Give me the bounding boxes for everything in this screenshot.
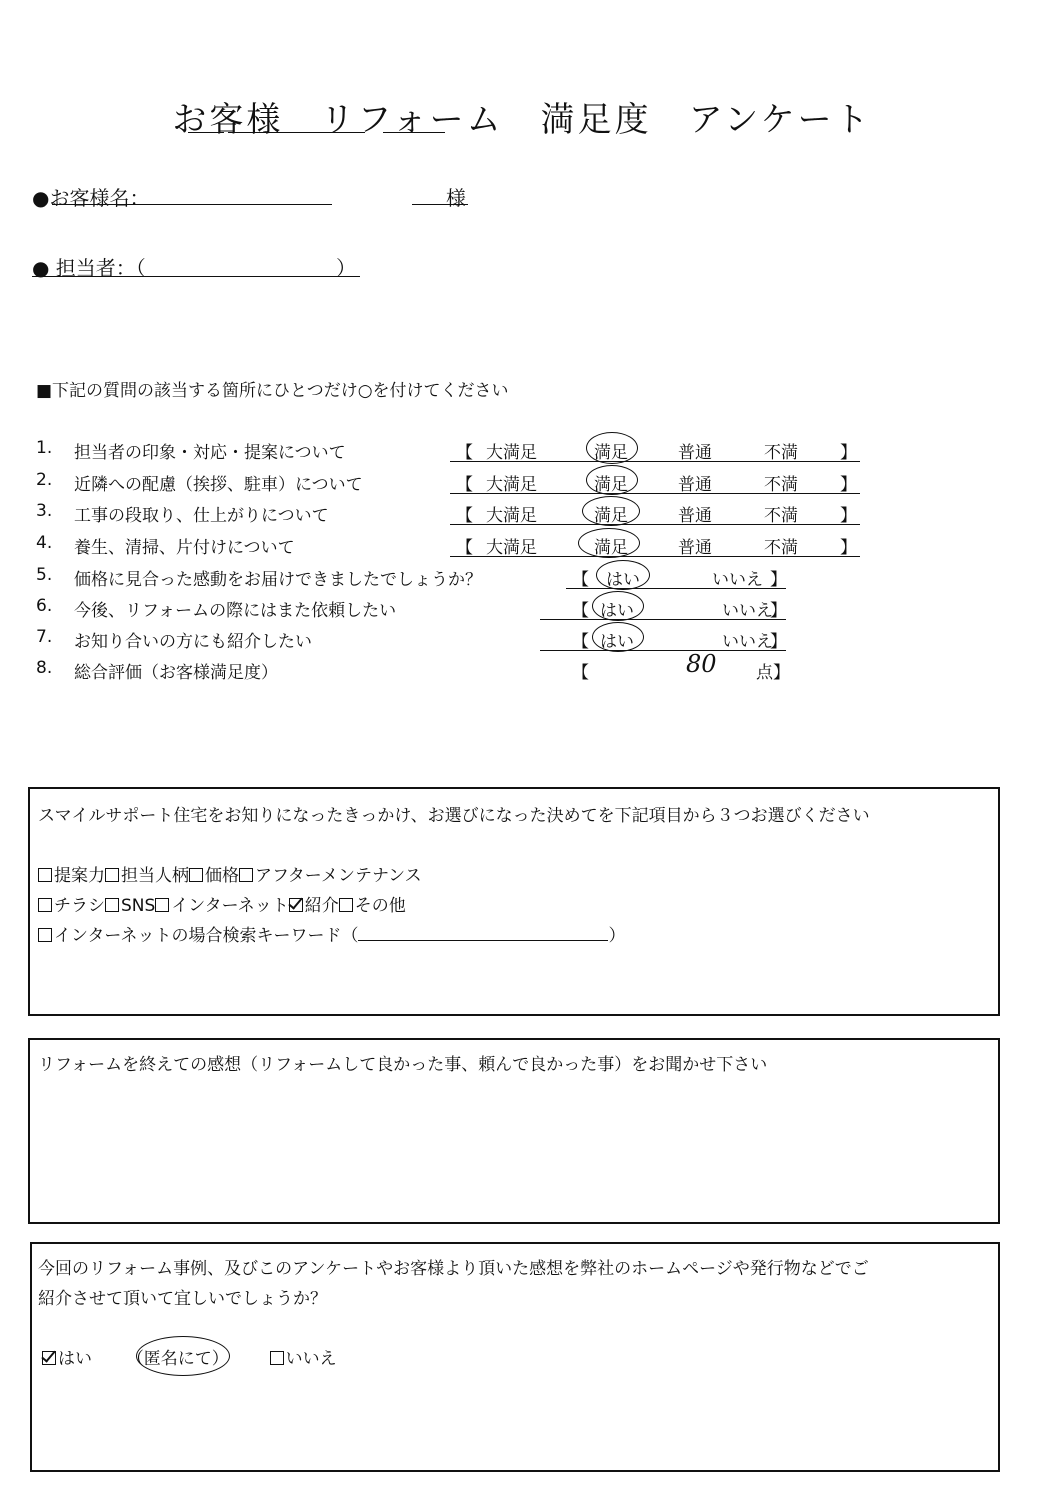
option-unsatisfied[interactable]: 不満 [764,538,798,558]
option-label: 提案力 [54,866,105,886]
impressions-answer-area[interactable] [38,1080,990,1214]
selection-circle [596,560,650,590]
answer-underline [450,461,860,462]
checkbox[interactable] [155,898,169,912]
question-text: 養生、清掃、片付けについて [74,538,295,558]
selection-circle [582,496,640,526]
option-unsatisfied[interactable]: 不満 [764,475,798,495]
staff-label: ● 担当者：（ [32,256,146,280]
discovery-box [28,787,1000,1016]
option-very-satisfied[interactable]: 大満足 [486,506,537,526]
option-yes[interactable]: はい [600,632,634,652]
bracket-open: 【 [572,601,589,621]
instruction: ■下記の質問の該当する箇所にひとつだけ○を付けてください [36,381,509,401]
bracket-open: 【 [572,570,589,590]
impressions-heading: リフォームを終えての感想（リフォームして良かった事、頼んで良かった事）をお聞かせ下さい [38,1055,768,1075]
discovery-row-3 [38,921,625,946]
option-satisfied[interactable]: 満足 [594,506,628,526]
checkbox[interactable] [38,868,52,882]
customer-name-field[interactable] [52,204,332,205]
staff-field[interactable] [32,276,360,277]
keyword-close: ） [608,926,626,946]
option-anonymous-label[interactable]: （匿名にて） [126,1349,229,1369]
option-satisfied[interactable]: 満足 [594,443,628,463]
question-text: 工事の段取り、仕上がりについて [74,506,329,526]
selection-circle [592,591,644,621]
option-label: インターネット [171,896,289,916]
option-no[interactable]: いいえ [722,601,773,621]
question-number: 5. [36,565,53,585]
customer-suffix: 様 [446,186,466,210]
option-satisfied[interactable]: 満足 [594,538,628,558]
checkbox-checked[interactable] [289,898,303,912]
checkbox[interactable] [105,898,119,912]
selection-circle [592,622,644,652]
question-number: 8. [36,658,53,678]
bracket-open: 【 [572,632,589,652]
bracket-close: 】 [770,632,787,652]
answer-underline [566,588,786,589]
option-label: アフターメンテナンス [255,866,422,886]
bracket-close: 】 [770,570,787,590]
option-no[interactable]: いいえ [712,570,763,590]
bracket-close: 】 [770,601,787,621]
question-text: 価格に見合った感動をお届けできましたでしょうか？ [74,570,482,590]
option-yes[interactable]: はい [606,570,640,590]
option-no-label: いいえ [285,1349,337,1369]
title-underline [228,132,365,133]
question-number: 3. [36,501,53,521]
bracket-open: 【 [456,506,473,526]
option-label: 担当人柄 [121,866,189,886]
option-normal[interactable]: 普通 [678,475,712,495]
score-value[interactable]: 80 [686,650,717,678]
bracket-open: 【 [456,475,473,495]
keyword-label: インターネットの場合検索キーワード（ [54,926,359,946]
impressions-box [28,1038,1000,1224]
selection-circle [578,528,640,558]
staff-close: ） [336,256,356,280]
checkbox-yes[interactable] [42,1351,56,1365]
selection-circle [586,465,638,495]
checkbox-no[interactable] [270,1351,284,1365]
customer-name-label: ●お客様名： [32,186,150,210]
option-unsatisfied[interactable]: 不満 [764,443,798,463]
answer-underline [540,650,786,651]
page-title: お客様 リフォーム 満足度 アンケート [172,100,872,140]
option-label: 価格 [205,866,239,886]
option-label: その他 [354,896,406,916]
anonymous-selection-circle [136,1336,230,1376]
option-label: 紹介 [304,896,339,916]
title-underline [188,132,224,133]
keyword-field[interactable] [358,926,608,941]
checkbox[interactable] [105,868,119,882]
option-very-satisfied[interactable]: 大満足 [486,538,537,558]
checkbox[interactable] [38,928,52,942]
option-yes[interactable]: はい [600,601,634,621]
permission-text-line1: 今回のリフォーム事例、及びこのアンケートやお客様より頂いた感想を弊社のホームページや発行物などでご [38,1259,869,1279]
bracket-open: 【 [456,538,473,558]
option-satisfied[interactable]: 満足 [594,475,628,495]
question-number: 7. [36,627,53,647]
bracket-close: 】 [840,538,857,558]
selection-circle [586,432,638,464]
permission-text-line2: 紹介させて頂いて宜しいでしょうか？ [38,1289,327,1309]
option-label: SNS [121,896,156,916]
bracket-close: 】 [840,506,857,526]
option-normal[interactable]: 普通 [678,443,712,463]
question-text: 今後、リフォームの際にはまた依頼したい [74,601,397,621]
question-number: 2. [36,470,53,490]
answer-underline [450,493,860,494]
question-text: お知り合いの方にも紹介したい [74,632,312,652]
bracket-close: 】 [840,443,857,463]
title-underline [383,132,445,133]
option-label: チラシ [54,896,105,916]
bracket-close: 】 [840,475,857,495]
option-yes-label: はい [58,1349,92,1369]
question-text: 近隣への配慮（挨拶、駐車）について [74,475,363,495]
option-normal[interactable]: 普通 [678,506,712,526]
discovery-row-2 [38,891,406,916]
bracket-open: 【 [456,443,473,463]
option-normal[interactable]: 普通 [678,538,712,558]
checkbox[interactable] [239,868,253,882]
bracket-open: 【 [572,663,589,683]
discovery-heading: スマイルサポート住宅をお知りになったきっかけ、お選びになった決めてを下記項目から３つお選びください [38,806,870,826]
option-very-satisfied[interactable]: 大満足 [486,475,537,495]
question-text: 担当者の印象・対応・提案について [74,443,346,463]
checkbox[interactable] [339,898,353,912]
answer-underline [450,524,860,525]
question-number: 4. [36,533,53,553]
score-unit: 点】 [756,663,790,683]
question-text: 総合評価（お客様満足度） [74,663,278,683]
option-very-satisfied[interactable]: 大満足 [486,443,537,463]
checkbox[interactable] [189,868,203,882]
question-number: 6. [36,596,53,616]
question-number: 1. [36,438,53,458]
answer-underline [540,619,786,620]
option-no[interactable]: いいえ [722,632,773,652]
option-unsatisfied[interactable]: 不満 [764,506,798,526]
checkbox[interactable] [38,898,52,912]
answer-underline [450,556,860,557]
permission-box [30,1242,1000,1472]
discovery-row-1 [38,861,422,886]
